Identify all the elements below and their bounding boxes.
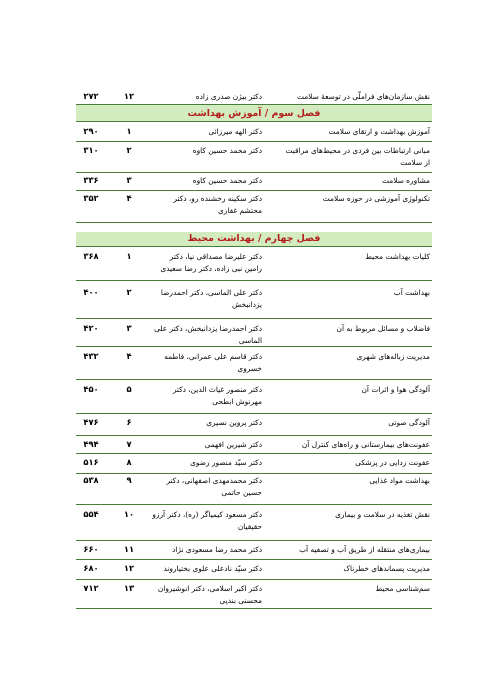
chapter-title: کلیات بهداشت محیط <box>365 252 430 261</box>
page-number: ۳۳۶ <box>83 175 99 185</box>
chapter-number: ۱۲ <box>123 91 135 101</box>
page-number: ۵۱۶ <box>83 457 99 467</box>
toc-row <box>76 474 432 505</box>
section-title: فصل چهارم / بهداشت محیط <box>187 233 321 244</box>
chapter-number: ۱ <box>126 251 132 261</box>
chapter-title: عفونت‌های بیمارستانی و راه‌های کنترل آن <box>301 440 430 449</box>
chapter-author: دکتر شیرین افهمی <box>204 440 262 449</box>
toc-row <box>76 454 432 474</box>
chapter-title: آلودگی هوا و اثرات آن <box>361 385 430 394</box>
chapter-number: ۱۰ <box>123 509 135 519</box>
page-number: ۳۵۲ <box>83 193 99 203</box>
page-number: ۳۶۸ <box>83 251 99 261</box>
page-number: ۴۳۲ <box>83 351 99 361</box>
chapter-number: ۱ <box>126 126 132 136</box>
toc-row <box>76 347 432 380</box>
toc-row <box>76 505 432 541</box>
chapter-author: دکتر علی الماسی، دکتر احمدرضا یزدانبخش <box>160 288 262 309</box>
chapter-number: ۲ <box>126 287 132 297</box>
toc-row <box>76 580 432 609</box>
toc-row <box>76 281 432 319</box>
section-title: فصل سوم / آموزش بهداشت <box>187 108 321 119</box>
chapter-title: مدیریت پسماندهای خطرناک <box>343 564 430 573</box>
chapter-number: ۴ <box>126 193 132 203</box>
chapter-title: مدیریت زباله‌های شهری <box>356 352 430 361</box>
page-number: ۴۹۴ <box>83 439 99 449</box>
page-number: ۴۷۶ <box>83 417 99 427</box>
chapter-number: ۲ <box>126 145 132 155</box>
chapter-title: مبانی ارتباطات بین فردی در محیط‌های مراقبت از سلامت <box>285 146 430 167</box>
table-of-contents <box>76 86 432 609</box>
toc-row <box>76 247 432 281</box>
chapter-number: ۷ <box>126 439 132 449</box>
chapter-author: دکتر مسعود کیمیاگر (ره)، دکتر آرزو حقیقیان <box>152 510 262 531</box>
chapter-title: آلودگی صوتی <box>388 418 430 427</box>
section-gap <box>76 223 432 232</box>
chapter-title: سم‌شناسی محیط <box>375 584 430 593</box>
chapter-title: عفونت زدایی در پزشکی <box>355 458 430 467</box>
chapter-number: ۱۳ <box>123 583 135 593</box>
toc-row <box>76 122 432 142</box>
page-number: ۴۵۰ <box>83 384 99 394</box>
toc-row <box>76 436 432 454</box>
chapter-title: بهداشت مواد غذایی <box>369 476 430 485</box>
page-number: ۴۰۰ <box>83 287 99 297</box>
toc-row <box>76 541 432 560</box>
chapter-number: ۴ <box>126 351 132 361</box>
toc-row <box>76 173 432 191</box>
chapter-author: دکتر محمدمهدی اصفهانی، دکتر حسین حاتمی <box>166 476 262 497</box>
page-number: ۳۱۰ <box>83 145 99 155</box>
chapter-author: دکتر بیژن صدری زاده <box>195 92 262 101</box>
chapter-author: دکتر سیّد نادعلی علوی بختیاروند <box>163 564 262 573</box>
chapter-author: دکتر پروین نصیری <box>206 418 262 427</box>
chapter-title: نقش تغذیه در سلامت و بیماری <box>335 510 430 519</box>
section-header <box>76 105 432 122</box>
chapter-author: دکتر محمد رضا مسعودی نژاد <box>172 545 262 554</box>
page-number: ۲۹۰ <box>83 126 99 136</box>
page-number: ۴۲۰ <box>83 323 99 333</box>
chapter-title: مشاوره سلامت <box>382 176 430 185</box>
chapter-author: دکتر احمدرضا یزدانبخش، دکتر علی الماسی <box>154 324 262 345</box>
chapter-author: دکتر قاسم علی عمرانی، فاطمه خسروی <box>164 352 262 373</box>
chapter-number: ۸ <box>126 457 132 467</box>
toc-row <box>76 414 432 436</box>
chapter-number: ۳ <box>126 323 132 333</box>
page-number: ۲۷۲ <box>83 91 99 101</box>
chapter-author: دکتر سکینه رخشنده رو، دکتر محتشم غفاری <box>173 194 262 215</box>
chapter-author: دکتر منصور غیاث الدین، دکتر مهرنوش ابطحی <box>172 385 262 406</box>
page-number: ۶۸۰ <box>83 563 99 573</box>
chapter-author: دکتر سیّد منصور رضوی <box>190 458 262 467</box>
toc-row <box>76 142 432 173</box>
chapter-author: دکتر محمد حسین کاوه <box>192 176 262 185</box>
chapter-number: ۱۲ <box>123 563 135 573</box>
toc-row <box>76 86 432 105</box>
chapter-author: دکتر الهه میرزائی <box>208 127 262 136</box>
chapter-number: ۹ <box>126 475 132 485</box>
chapter-number: ۱۱ <box>123 544 135 554</box>
page-number: ۵۳۸ <box>83 475 99 485</box>
chapter-author: دکتر اکبر اسلامی، دکتر انوشیروان محسنی بندپی <box>157 584 262 605</box>
chapter-title: بهداشت آب <box>393 288 430 297</box>
page-number: ۷۱۲ <box>83 583 99 593</box>
chapter-title: فاضلاب و مسائل مربوط به آن <box>336 324 430 333</box>
chapter-title: آموزش بهداشت و ارتقای سلامت <box>328 127 430 136</box>
toc-row <box>76 319 432 347</box>
chapter-number: ۳ <box>126 175 132 185</box>
toc-row <box>76 380 432 414</box>
chapter-author: دکتر محمد حسین کاوه <box>192 146 262 155</box>
page-number: ۵۵۴ <box>83 509 99 519</box>
chapter-title: نقش سازمان‌های فراملّی در توسعهٔ سلامت <box>296 92 430 101</box>
toc-row <box>76 191 432 223</box>
section-header <box>76 232 432 247</box>
chapter-author: دکتر علیرضا مصداقی نیا، دکتر رامین نبی زاده، دکتر رضا سعیدی <box>160 252 262 273</box>
chapter-title: بیماری‌های منتقله از طریق آب و تصفیه آب <box>299 545 430 554</box>
chapter-number: ۵ <box>126 384 132 394</box>
page-number: ۶۶۰ <box>83 544 99 554</box>
toc-row <box>76 560 432 580</box>
chapter-number: ۶ <box>126 417 132 427</box>
chapter-title: تکنولوژی آموزشی در حوزه سلامت <box>322 194 430 203</box>
